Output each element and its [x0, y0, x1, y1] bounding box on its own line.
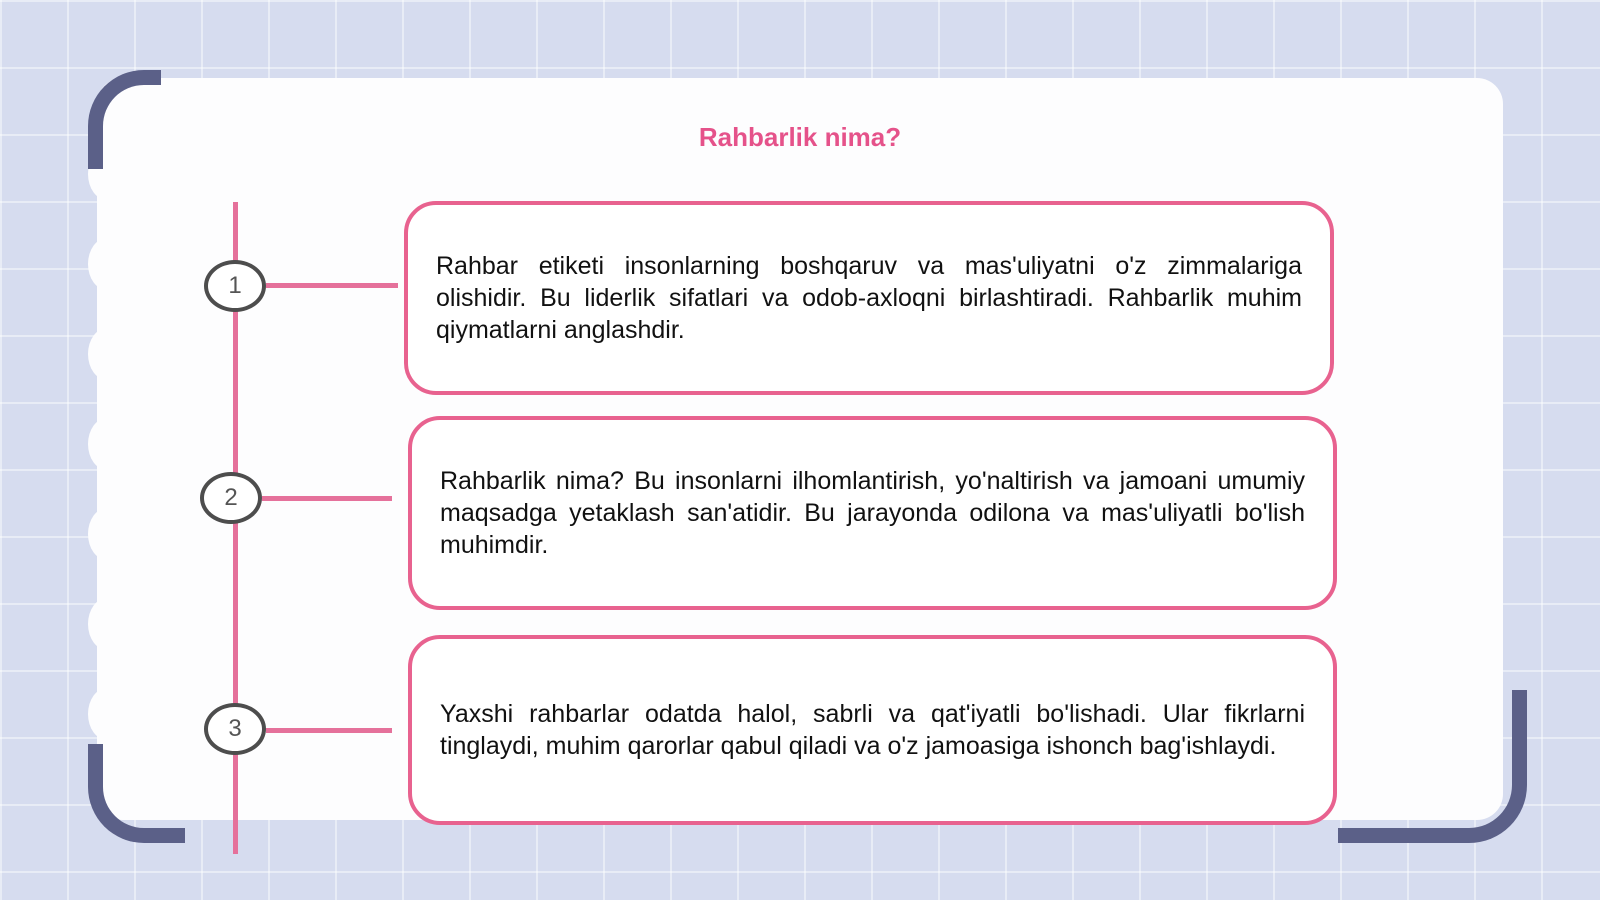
content-box-3 — [408, 635, 1337, 825]
card-edge-scallop — [88, 328, 126, 380]
content-box-2 — [408, 416, 1337, 610]
timeline-node-2: 2 — [200, 472, 262, 524]
timeline-node-1: 1 — [204, 260, 266, 312]
timeline-node-3: 3 — [204, 703, 266, 755]
slide-title: Rahbarlik nima? — [698, 122, 902, 152]
content-box-text: Yaxshi rahbarlar odatda halol, sabrli va qat'iyatli bo'lishadi. Ular fikrlarni tinglaydi, muhim qarorlar qabul qiladi va o'z jamoasiga ishonch bag'ishlaydi. — [440, 700, 1305, 760]
card-edge-scallop — [88, 598, 126, 650]
timeline-connector — [266, 728, 392, 733]
timeline-connector — [262, 496, 392, 501]
corner-bracket-bottom-left — [88, 744, 185, 843]
timeline-connector — [266, 283, 398, 288]
card-edge-scallop — [88, 508, 126, 560]
content-box-text: Rahbar etiketi insonlarning boshqaruv va mas'uliyatni o'z zimmalariga olishidir. Bu liderlik sifatlari va odob-axloqni birlashtiradi. Rahbarlik muhim qiymatlarni anglashdir. — [436, 252, 1302, 344]
content-box-text: Rahbarlik nima? Bu insonlarni ilhomlantirish, yo'naltirish va jamoani umumiy maqsadga yetaklash san'atidir. Bu jarayonda odilona va mas'uliyatli bo'lish muhimdir. — [440, 467, 1305, 559]
card-edge-scallop — [88, 238, 126, 290]
corner-bracket-top-left — [88, 70, 161, 169]
card-edge-scallop — [88, 418, 126, 470]
card-edge-scallop — [88, 688, 126, 740]
corner-bracket-bottom-right — [1338, 690, 1527, 843]
content-box-1 — [404, 201, 1334, 395]
